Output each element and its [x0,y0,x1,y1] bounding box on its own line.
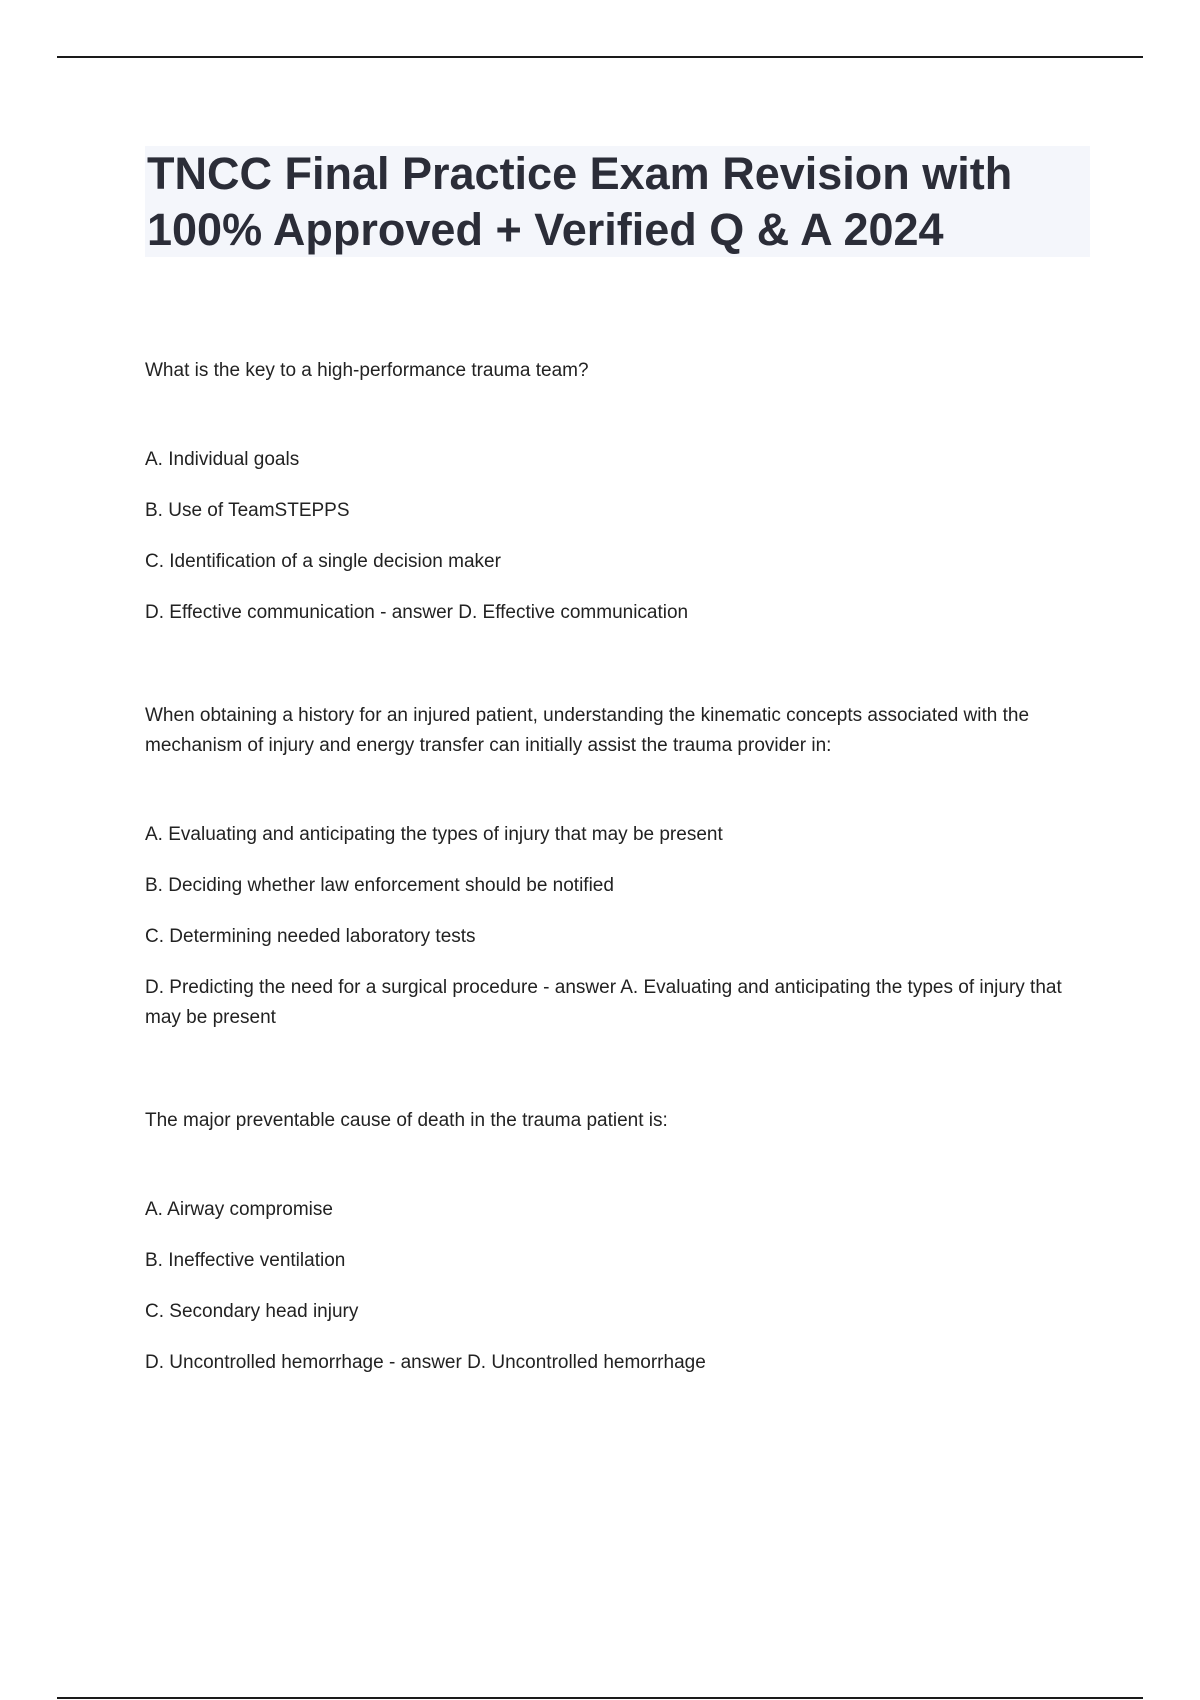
title-banner [145,146,1090,257]
option-item: D. Uncontrolled hemorrhage - answer D. Uncontrolled hemorrhage [145,1352,706,1373]
option-item: A. Individual goals [145,449,300,470]
question-block-2 [145,701,1090,1033]
option-list [145,820,1090,1033]
option-item: A. Evaluating and anticipating the types of injury that may be present [145,824,723,845]
option-item: B. Use of TeamSTEPPS [145,500,350,521]
option-list [145,445,1090,628]
section-gap [145,628,1090,701]
document-body [145,356,1090,1378]
option-item: D. Effective communication - answer D. Effective communication [145,602,689,623]
bottom-divider [57,1697,1143,1699]
option-item: C. Identification of a single decision maker [145,551,501,572]
document-title: TNCC Final Practice Exam Revision with 100% Approved + Verified Q & A 2024 [147,148,1013,255]
option-item: C. Secondary head injury [145,1301,359,1322]
question-text: When obtaining a history for an injured patient, understanding the kinematic concepts associated with the mechanism of injury and energy transfer can initially assist the trauma provider in: [145,705,1030,756]
section-gap [145,1033,1090,1106]
option-list [145,1195,1090,1378]
question-block-3 [145,1106,1090,1378]
option-item: A. Airway compromise [145,1199,333,1220]
question-block-1 [145,356,1090,628]
option-item: C. Determining needed laboratory tests [145,926,476,947]
question-text: What is the key to a high-performance trauma team? [145,360,589,381]
option-item: B. Ineffective ventilation [145,1250,346,1271]
option-item: B. Deciding whether law enforcement should be notified [145,875,614,896]
top-divider [57,56,1143,58]
option-item: D. Predicting the need for a surgical procedure - answer A. Evaluating and anticipating the types of injury that may be present [145,977,1062,1028]
question-text: The major preventable cause of death in the trauma patient is: [145,1110,668,1131]
